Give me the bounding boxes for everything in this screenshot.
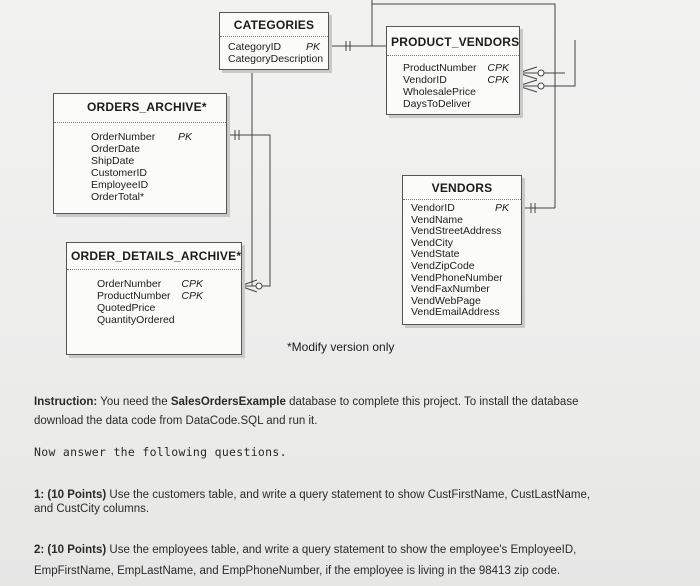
field-key: CPK: [487, 62, 509, 74]
field-row: [403, 62, 509, 74]
vendors-fields: [403, 200, 521, 324]
question-2-line-1: [34, 544, 576, 556]
instruction-text-a: You need the: [97, 396, 171, 408]
field-row: [91, 167, 192, 179]
field-key: CPK: [181, 290, 203, 302]
field-key: PK: [494, 202, 509, 214]
field-name: VendStreetAddress: [411, 225, 502, 238]
categories-fields: [220, 37, 328, 69]
question-1-text: Use the customers table, and write a query statement to show CustFirstName, CustLastName,: [106, 489, 591, 501]
field-key: CPK: [487, 74, 509, 86]
field-name: CategoryID: [228, 41, 282, 53]
instruction-text-b: database to complete this project. To install the database: [285, 396, 579, 408]
question-2-line-2: EmpFirstName, EmpLastName, and EmpPhoneNumber, if the employee is living in the 98413 zip code.: [34, 565, 561, 577]
field-name: DaysToDeliver: [403, 98, 471, 110]
field-name: OrderDate: [91, 143, 141, 155]
field-key: CPK: [181, 278, 203, 290]
field-row: [411, 261, 509, 273]
vendors-table: [402, 175, 522, 325]
order-details-archive-table: [66, 242, 242, 355]
field-name: CustomerID: [91, 167, 148, 179]
field-name: WholesalePrice: [403, 86, 476, 98]
field-name: OrderTotal*: [91, 191, 145, 203]
crowsfoot-pv-2: [518, 40, 575, 92]
field-row: [403, 74, 509, 86]
field-name: QuantityOrdered: [97, 314, 175, 326]
instruction-label: Instruction:: [34, 396, 98, 408]
field-name: VendZipCode: [411, 259, 475, 272]
question-2-text: Use the employees table, and write a query statement to show the employee's EmployeeID,: [106, 544, 577, 556]
product-vendors-title: PRODUCT_VENDORS: [387, 27, 519, 56]
field-row: [91, 191, 192, 203]
field-name: QuotedPrice: [97, 302, 156, 314]
question-1-line-2: and CustCity columns.: [34, 503, 150, 515]
field-name: VendEmailAddress: [411, 306, 500, 319]
field-name: ShipDate: [91, 155, 135, 167]
field-row: [97, 302, 203, 314]
categories-table: [219, 12, 329, 70]
field-key: PK: [305, 41, 320, 53]
field-name: OrderNumber: [91, 131, 156, 143]
field-row: [228, 41, 320, 53]
field-name: EmployeeID: [91, 179, 149, 191]
vendors-title: VENDORS: [403, 176, 521, 200]
field-row: [97, 290, 203, 302]
order-details-archive-title: ORDER_DETAILS_ARCHIVE*: [67, 243, 241, 270]
categories-title: CATEGORIES: [220, 13, 328, 37]
field-name: VendCity: [411, 236, 454, 249]
field-name: VendState: [411, 248, 460, 261]
field-row: [411, 284, 509, 296]
field-name: ProductNumber: [403, 62, 477, 74]
orders-archive-title: ORDERS_ARCHIVE*: [54, 94, 226, 123]
field-key: PK: [177, 131, 192, 143]
question-2-label: 2: (10 Points): [34, 544, 107, 556]
field-name: VendPhoneNumber: [411, 271, 503, 284]
instruction-line-2: download the data code from DataCode.SQL and run it.: [34, 415, 318, 427]
orders-archive-table: [53, 93, 227, 214]
order-details-archive-fields: [67, 270, 241, 354]
field-row: [411, 307, 509, 319]
field-row: [403, 86, 509, 98]
field-row: [411, 203, 509, 215]
product-vendors-fields: [387, 56, 519, 114]
field-row: [91, 155, 192, 167]
field-row: [228, 53, 324, 65]
product-vendors-table: [386, 26, 520, 115]
field-name: VendName: [411, 213, 463, 226]
field-name: OrderNumber: [97, 278, 162, 290]
field-name: VendWebPage: [411, 294, 481, 307]
now-answer-line: Now answer the following questions.: [34, 445, 287, 459]
db-name: SalesOrdersExample: [170, 396, 286, 408]
orders-archive-fields: [54, 123, 226, 213]
field-row: [403, 98, 509, 110]
field-row: [91, 179, 192, 191]
question-1-line-1: [34, 489, 590, 501]
field-row: [97, 278, 203, 290]
field-row: [91, 143, 192, 155]
field-row: [91, 131, 192, 143]
field-row: [97, 314, 203, 326]
field-name: VendorID: [403, 74, 447, 86]
field-name: VendFaxNumber: [411, 283, 490, 296]
question-1-label: 1: (10 Points): [34, 489, 107, 501]
modify-note: *Modify version only: [287, 340, 395, 354]
field-name: VendorID: [411, 202, 455, 214]
field-name: ProductNumber: [97, 290, 171, 302]
field-name: CategoryDescription: [228, 53, 324, 65]
instruction-line-1: [34, 396, 578, 408]
